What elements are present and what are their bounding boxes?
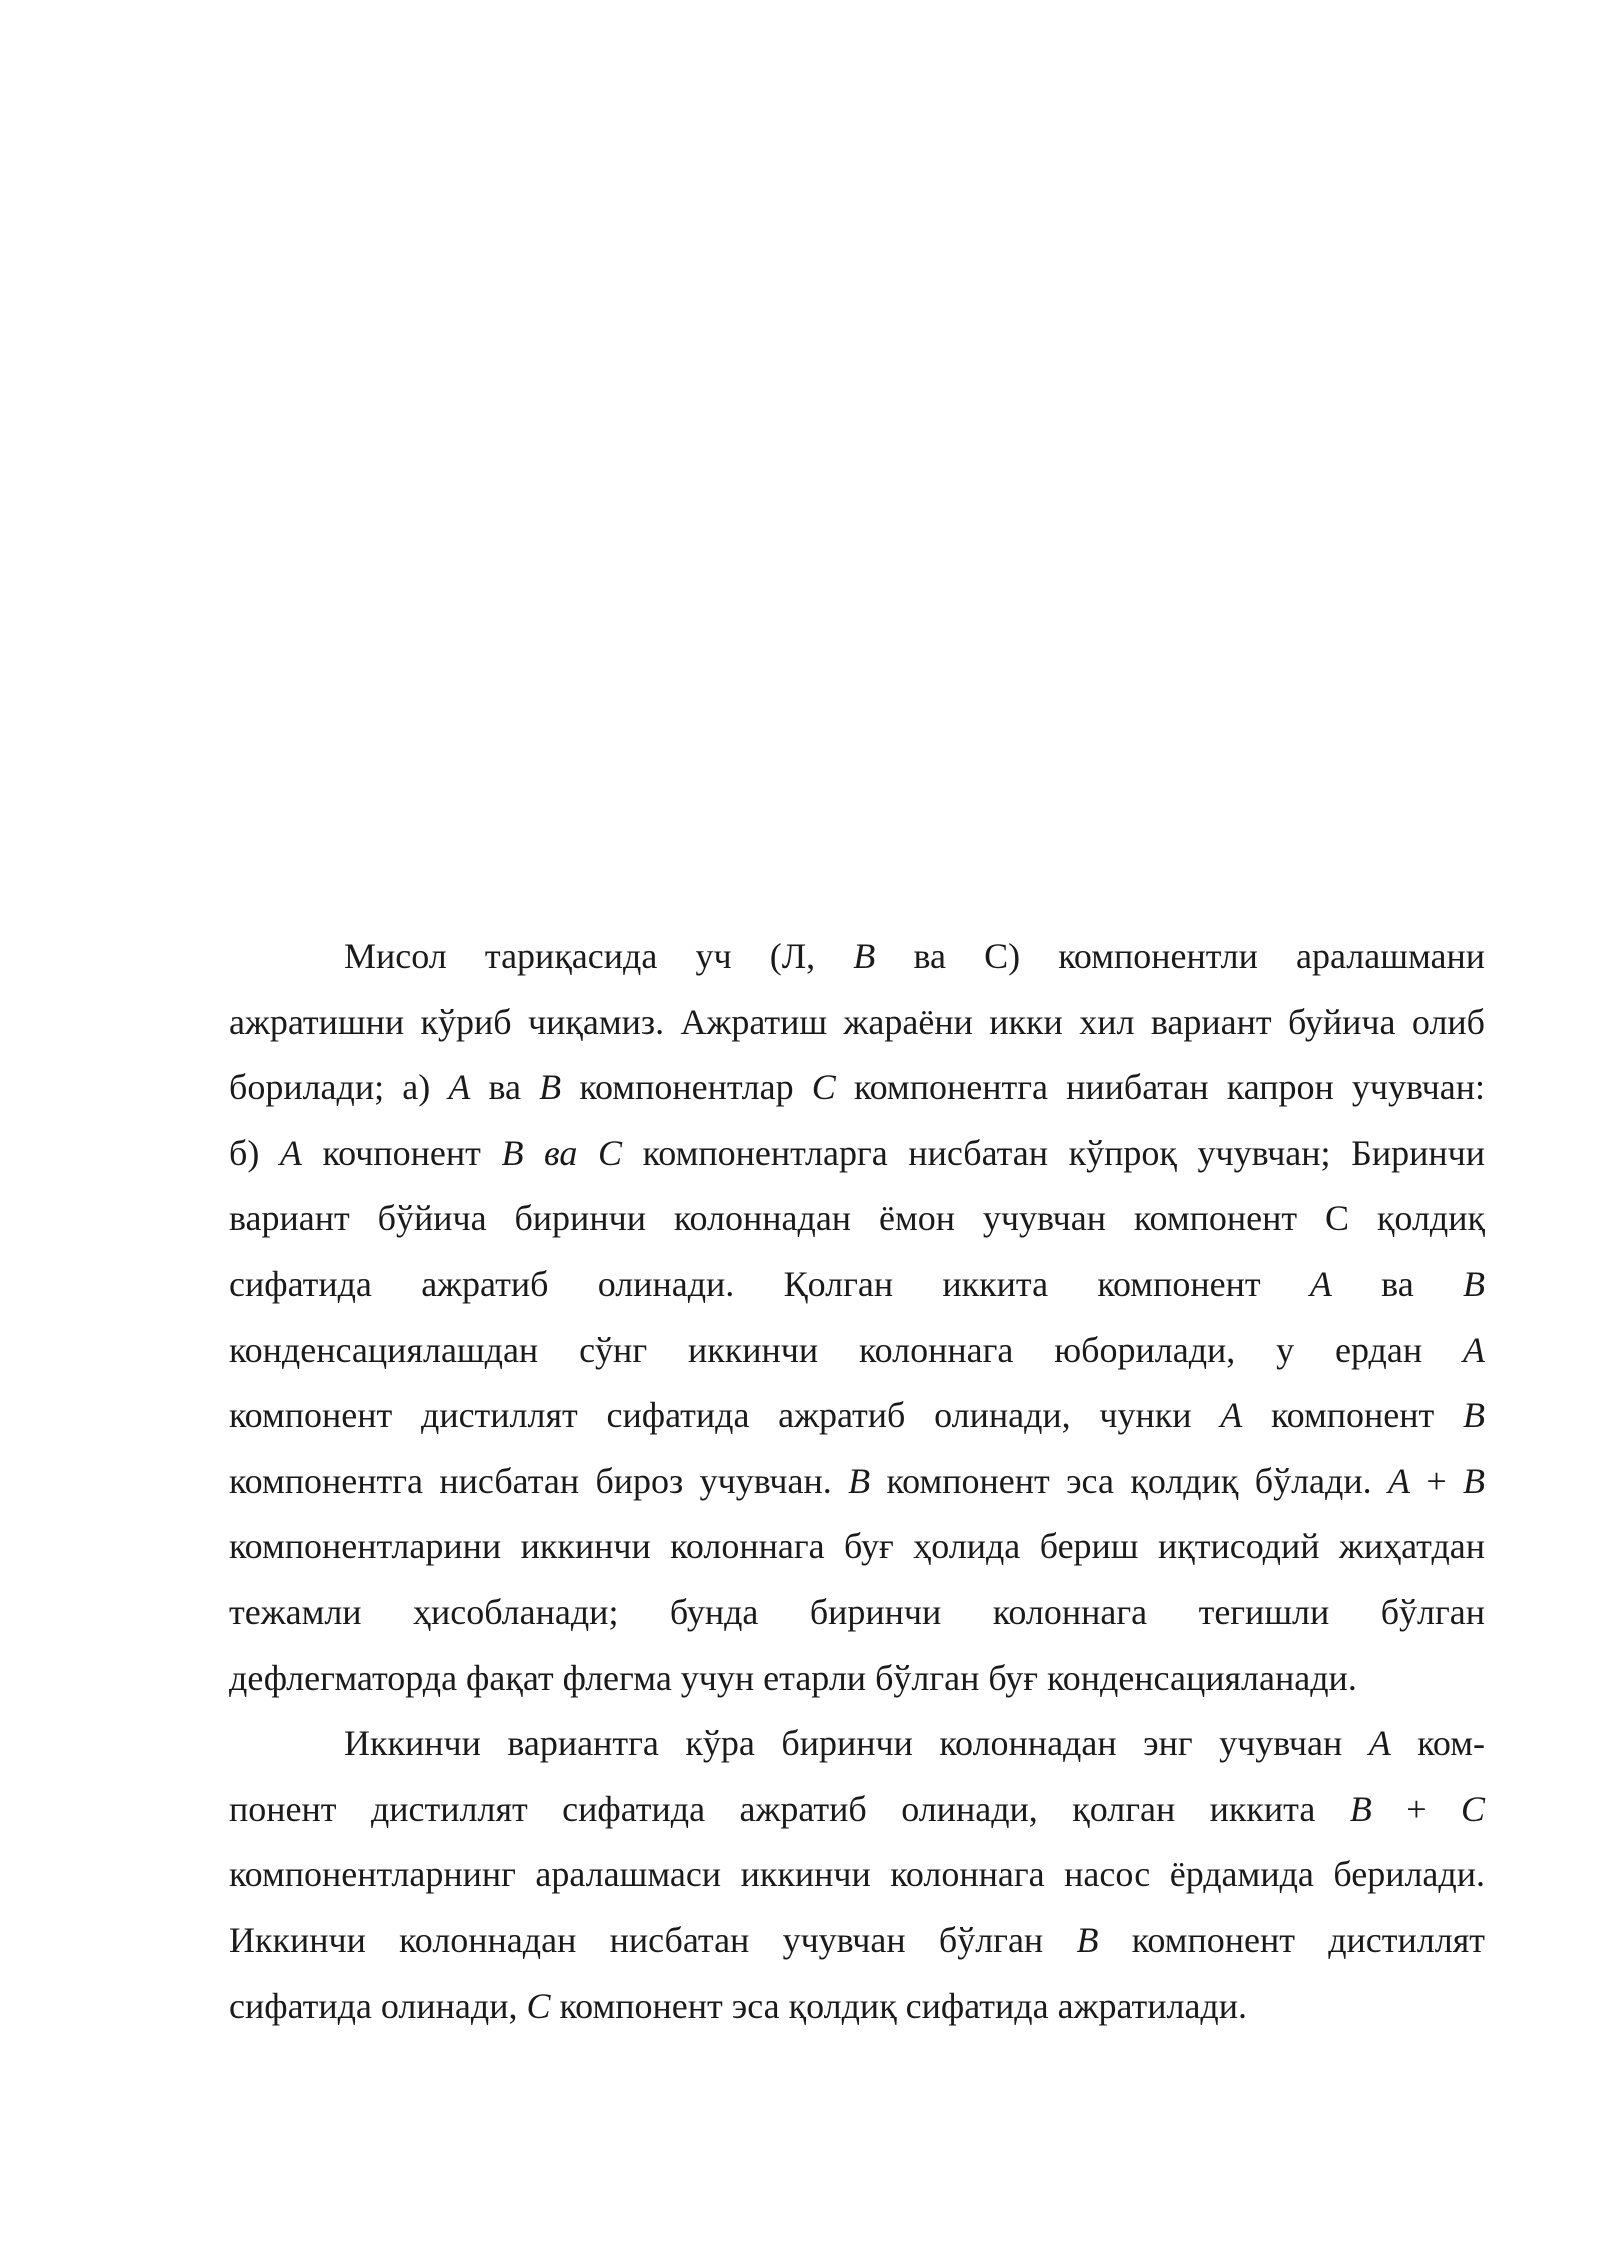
paragraph-1 (229, 924, 1485, 1711)
text-line: Иккинчи вариантга кўра биринчи колоннадан энг учувчан А ком- (344, 1723, 1485, 1764)
text-line: конденсациялашдан сўнг иккинчи колоннага юборилади, у ердан А (229, 1329, 1485, 1370)
text-line: ажратишни кўриб чиқамиз. Ажратиш жараёни икки хил вариант буйича олиб (229, 1001, 1485, 1042)
text-line: дефлегматорда фақат флегма учун етарли бўлган буғ конденсацияланади. (229, 1657, 1357, 1698)
text-line: сифатида ажратиб олинади. Қолган иккита компонент А ва В (229, 1263, 1485, 1304)
text-line: компонентга нисбатан бироз учувчан. В компонент эса қолдиқ бўлади. А + В (229, 1460, 1486, 1501)
text-line: Мисол тариқасида уч (Л, В ва С) компонентли аралашмани (344, 936, 1485, 976)
text-line: сифатида олинади, С компонент эса қолдиқ сифатида ажратилади. (229, 1985, 1248, 2026)
paragraph-2 (229, 1711, 1485, 2039)
text-line: тежамли ҳисобланади; бунда биринчи колоннага тегишли бўлган (229, 1591, 1485, 1632)
body-text (229, 924, 1485, 2039)
text-line: борилади; а) А ва В компонентлар С компонентга ниибатан капрон учувчан: (229, 1067, 1486, 1108)
text-line: б) А кочпонент В ва С компонентларга нисбатан кўпроқ учувчан; Биринчи (229, 1132, 1485, 1173)
text-line: компонентларнинг аралашмаси иккинчи колоннага насос ёрдамида берилади. (229, 1854, 1485, 1895)
text-line: вариант бўйича биринчи колоннадан ёмон учувчан компонент С қолдиқ (229, 1198, 1485, 1239)
text-line: компонентларини иккинчи колоннага буғ ҳолида бериш иқтисодий жиҳатдан (229, 1526, 1485, 1567)
text-line: Иккинчи колоннадан нисбатан учувчан бўлган В компонент дистиллят (229, 1919, 1485, 1960)
text-line: компонент дистиллят сифатида ажратиб олинади, чунки А компонент В (229, 1395, 1485, 1436)
text-line: понент дистиллят сифатида ажратиб олинади, қолган иккита В + С (229, 1788, 1485, 1829)
